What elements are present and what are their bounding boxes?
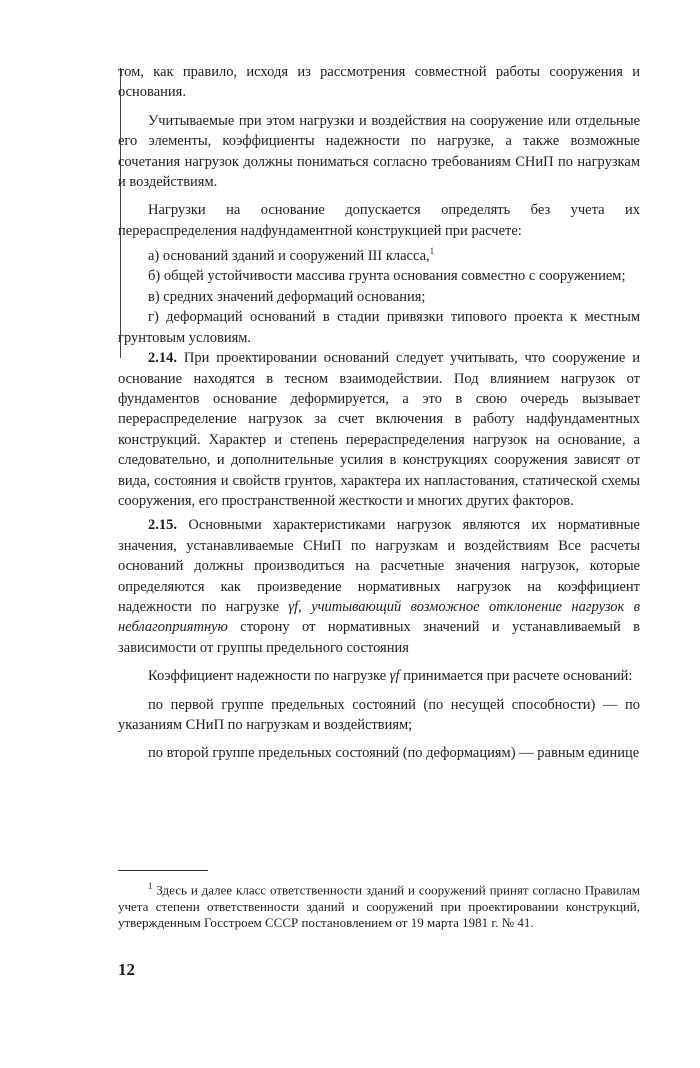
section-number: 2.15. xyxy=(148,517,177,534)
section-text: , xyxy=(298,598,312,615)
section-text: При проектировании оснований следует учитывать, что сооружение и основание находятся в тесном взаимодействии. Под влиянием нагрузок от фундаментов основание деформируется, а это в свою очередь вызывает перераспределение нагрузок за счет включения в работу надфундаментных конструкций. Характер и степень перераспределения нагрузок на основание, а следовательно, и дополнительные усилия в конструкциях сооружения зависят от вида, состояния и свойств грунтов, характера их напластования, статической схемы сооружения, его пространственной жесткости и многих других факторов. xyxy=(118,350,640,509)
section-text: Основными характеристиками нагрузок являются их нормативные значения, устанавливаемые СНиП по нагрузкам и воздействиям Все расчеты оснований должны производиться на расчетные значения нагрузок, которые определяются как произведение нормативных нагрузок на коэффициент надежности по нагрузке xyxy=(118,517,640,615)
list-item xyxy=(118,241,640,266)
section-text: сторону от нормативных значений и устанавливаемый в зависимости от группы предельного состояния xyxy=(118,619,640,656)
list-item: в) средних значений деформаций основания; xyxy=(148,288,426,305)
list-item: г) деформаций оснований в стадии привязки типового проекта к местным грунтовым условиям. xyxy=(118,309,640,346)
paragraph xyxy=(118,666,640,686)
italic-text: учитывающий возможное отклонение нагрузок в неблагоприятную xyxy=(118,598,640,636)
paragraph: по первой группе предельных состояний (по несущей способности) — по указаниям СНиП по нагрузкам и воздействиям; xyxy=(118,696,640,734)
list-item: б) общей устойчивости массива грунта основания совместно с сооружением; xyxy=(148,268,626,285)
page-body xyxy=(118,62,640,764)
footnote-ref: 1 xyxy=(429,246,435,257)
footnote-text: Здесь и далее класс ответственности зданий и сооружений принят согласно Правилам учета степени ответственности зданий и сооружений при проектировании конструкций, утвержденным Госстроем СССР постановлением от 19 марта 1981 г. № 41. xyxy=(118,882,640,931)
paragraph: том, как правило, исходя из рассмотрения совместной работы сооружения и основания. xyxy=(118,64,640,101)
footnote-marker: 1 xyxy=(148,881,153,891)
gamma-symbol: γf xyxy=(389,668,400,685)
footnote-divider xyxy=(118,870,208,871)
paragraph-text: Коэффициент надежности по нагрузке xyxy=(148,668,390,685)
paragraph: Нагрузки на основание допускается определять без учета их перераспределения надфундаментной конструкцией при расчете: xyxy=(118,202,640,239)
list-item-text: а) оснований зданий и сооружений III класса, xyxy=(148,248,430,265)
gamma-symbol: γf xyxy=(288,598,299,615)
paragraph-text: принимается при расчете оснований: xyxy=(399,668,633,685)
footnote xyxy=(118,878,640,932)
section-2-14 xyxy=(118,348,640,511)
section-2-15 xyxy=(118,515,640,658)
paragraph: Учитываемые при этом нагрузки и воздействия на сооружение или отдельные его элементы, коэффициенты надежности по нагрузке, а также возможные сочетания нагрузок должны пониматься согласно требованиям СНиП по нагрузкам и воздействиям. xyxy=(118,112,640,191)
paragraph: по второй группе предельных состояний (по деформациям) — равным единице xyxy=(148,745,640,762)
page-number: 12 xyxy=(118,960,135,979)
section-number: 2.14. xyxy=(148,350,177,367)
